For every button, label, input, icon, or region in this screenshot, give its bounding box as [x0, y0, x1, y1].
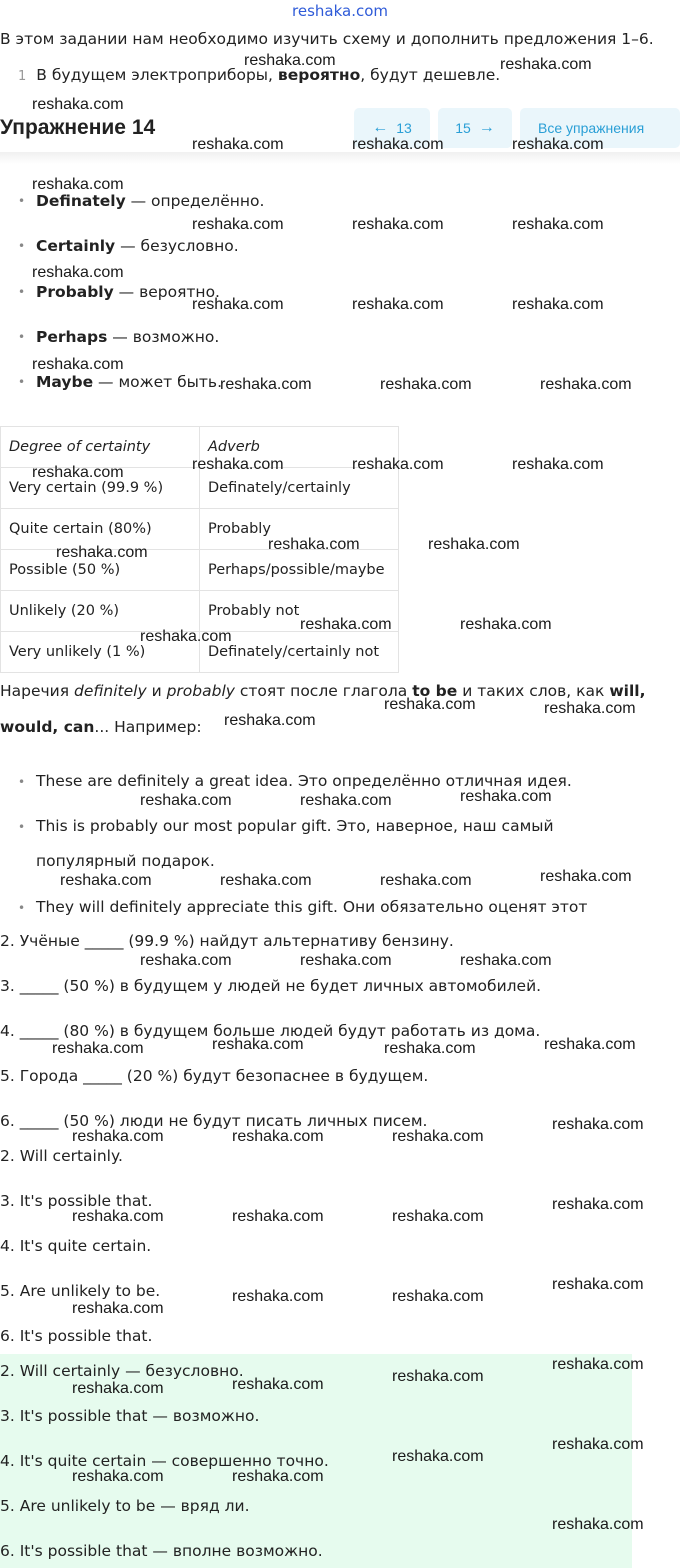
watermark: reshaka.com	[72, 1208, 164, 1225]
watermark: reshaka.com	[460, 616, 552, 633]
watermark: reshaka.com	[352, 136, 444, 153]
watermark: reshaka.com	[500, 56, 592, 73]
watermark: reshaka.com	[512, 456, 604, 473]
watermark: reshaka.com	[552, 1116, 644, 1133]
watermark: reshaka.com	[512, 216, 604, 233]
example-number: 1	[18, 69, 27, 84]
watermark: reshaka.com	[552, 1356, 644, 1373]
watermark: reshaka.com	[268, 536, 360, 553]
list-item: Probably — вероятно.	[36, 283, 220, 301]
arrow-left-icon: ←	[372, 119, 389, 136]
watermark: reshaka.com	[300, 792, 392, 809]
watermark: reshaka.com	[392, 1368, 484, 1385]
watermark: reshaka.com	[460, 952, 552, 969]
watermark: reshaka.com	[392, 1208, 484, 1225]
task-item: 2. Учёные _____ (99.9 %) найдут альтернативу бензину.	[0, 932, 454, 950]
next-exercise-button[interactable]: 15 →	[438, 108, 512, 148]
answer-item: 6. It's possible that.	[0, 1327, 153, 1345]
watermark: reshaka.com	[32, 264, 124, 281]
watermark: reshaka.com	[192, 456, 284, 473]
watermark: reshaka.com	[224, 712, 316, 729]
answer-item: 3. It's possible that.	[0, 1192, 153, 1210]
table-cell: Unlikely (20 %)	[1, 591, 200, 632]
watermark: reshaka.com	[72, 1128, 164, 1145]
watermark: reshaka.com	[428, 536, 520, 553]
watermark: reshaka.com	[140, 792, 232, 809]
watermark: reshaka.com	[60, 872, 152, 889]
watermark: reshaka.com	[384, 1040, 476, 1057]
watermark: reshaka.com	[140, 952, 232, 969]
watermark: reshaka.com	[300, 616, 392, 633]
list-item-continuation: популярный подарок.	[36, 852, 215, 870]
site-link[interactable]: reshaka.com	[292, 2, 388, 20]
watermark: reshaka.com	[380, 376, 472, 393]
watermark: reshaka.com	[552, 1436, 644, 1453]
watermark: reshaka.com	[512, 136, 604, 153]
answer-item: 5. Are unlikely to be.	[0, 1282, 161, 1300]
watermark: reshaka.com	[72, 1300, 164, 1317]
watermark: reshaka.com	[232, 1468, 324, 1485]
translation-item: 6. It's possible that — вполне возможно.	[0, 1542, 323, 1560]
watermark: reshaka.com	[56, 544, 148, 561]
watermark: reshaka.com	[544, 1036, 636, 1053]
watermark: reshaka.com	[32, 96, 124, 113]
watermark: reshaka.com	[392, 1128, 484, 1145]
note-line-2: would, can... Например:	[0, 718, 202, 736]
task-item: 5. Города _____ (20 %) будут безопаснее в будущем.	[0, 1067, 429, 1085]
table-cell: Very certain (99.9 %)	[1, 468, 200, 509]
watermark: reshaka.com	[540, 376, 632, 393]
intro-text: В этом задании нам необходимо изучить схему и дополнить предложения 1–6.	[0, 30, 654, 48]
task-item: 3. _____ (50 %) в будущем у людей не будет личных автомобилей.	[0, 977, 542, 995]
table-cell: Perhaps/possible/maybe	[200, 550, 399, 591]
watermark: reshaka.com	[32, 176, 124, 193]
all-exercises-button[interactable]: Все упражнения	[520, 108, 680, 148]
watermark: reshaka.com	[380, 872, 472, 889]
watermark: reshaka.com	[220, 872, 312, 889]
list-item: Perhaps — возможно.	[36, 328, 220, 346]
page-title: Упражнение 14	[0, 116, 156, 139]
watermark: reshaka.com	[232, 1376, 324, 1393]
watermark: reshaka.com	[540, 868, 632, 885]
watermark: reshaka.com	[552, 1196, 644, 1213]
table-cell: Very unlikely (1 %)	[1, 632, 200, 673]
watermark: reshaka.com	[460, 788, 552, 805]
watermark: reshaka.com	[552, 1516, 644, 1533]
translation-item: 5. Are unlikely to be — вряд ли.	[0, 1497, 250, 1515]
table-cell: Probably	[200, 509, 399, 550]
table-cell: Probably not	[200, 591, 399, 632]
list-item: Certainly — безусловно.	[36, 237, 239, 255]
table-cell: Definately/certainly not	[200, 632, 399, 673]
watermark: reshaka.com	[140, 628, 232, 645]
watermark: reshaka.com	[32, 464, 124, 481]
table-header: Degree of certainty	[1, 427, 200, 468]
table-cell: Quite certain (80%)	[1, 509, 200, 550]
watermark: reshaka.com	[352, 216, 444, 233]
list-item: Maybe — может быть.	[36, 373, 222, 391]
translation-item: 2. Will certainly — безусловно.	[0, 1362, 244, 1380]
watermark: reshaka.com	[72, 1380, 164, 1397]
watermark: reshaka.com	[32, 356, 124, 373]
watermark: reshaka.com	[212, 1036, 304, 1053]
translation-item: 4. It's quite certain — совершенно точно.	[0, 1452, 329, 1470]
table-header: Adverb	[200, 427, 399, 468]
list-item: They will definitely appreciate this gift. Они обязательно оценят этот	[36, 898, 588, 916]
note-line-1: Наречия definitely и probably стоят после глагола to be и таких слов, как will,	[0, 682, 646, 700]
example-sentence: 1 В будущем электроприборы, вероятно, будут дешевле.	[18, 66, 501, 84]
table-cell: Possible (50 %)	[1, 550, 200, 591]
watermark: reshaka.com	[52, 1040, 144, 1057]
list-item: This is probably our most popular gift. Это, наверное, наш самый	[36, 817, 554, 835]
watermark: reshaka.com	[232, 1128, 324, 1145]
watermark: reshaka.com	[512, 296, 604, 313]
answer-item: 2. Will certainly.	[0, 1147, 123, 1165]
watermark: reshaka.com	[220, 376, 312, 393]
answer-item: 4. It's quite certain.	[0, 1237, 152, 1255]
list-item: These are definitely a great idea. Это определённо отличная идея.	[36, 772, 572, 790]
list-item: Definately — определённо.	[36, 192, 265, 210]
watermark: reshaka.com	[232, 1288, 324, 1305]
prev-exercise-button[interactable]: ← 13	[354, 108, 430, 148]
watermark: reshaka.com	[72, 1468, 164, 1485]
watermark: reshaka.com	[392, 1288, 484, 1305]
task-item: 4. _____ (80 %) в будущем больше людей будут работать из дома.	[0, 1022, 541, 1040]
translation-item: 3. It's possible that — возможно.	[0, 1407, 260, 1425]
arrow-right-icon: →	[478, 119, 495, 136]
watermark: reshaka.com	[384, 696, 476, 713]
table-cell: Definately/certainly	[200, 468, 399, 509]
task-item: 6. _____ (50 %) люди не будут писать личных писем.	[0, 1112, 428, 1130]
watermark: reshaka.com	[552, 1276, 644, 1293]
watermark: reshaka.com	[192, 216, 284, 233]
watermark: reshaka.com	[392, 1448, 484, 1465]
watermark: reshaka.com	[300, 952, 392, 969]
watermark: reshaka.com	[352, 296, 444, 313]
watermark: reshaka.com	[352, 456, 444, 473]
watermark: reshaka.com	[244, 52, 336, 69]
watermark: reshaka.com	[192, 136, 284, 153]
watermark: reshaka.com	[544, 700, 636, 717]
watermark: reshaka.com	[192, 296, 284, 313]
watermark: reshaka.com	[232, 1208, 324, 1225]
